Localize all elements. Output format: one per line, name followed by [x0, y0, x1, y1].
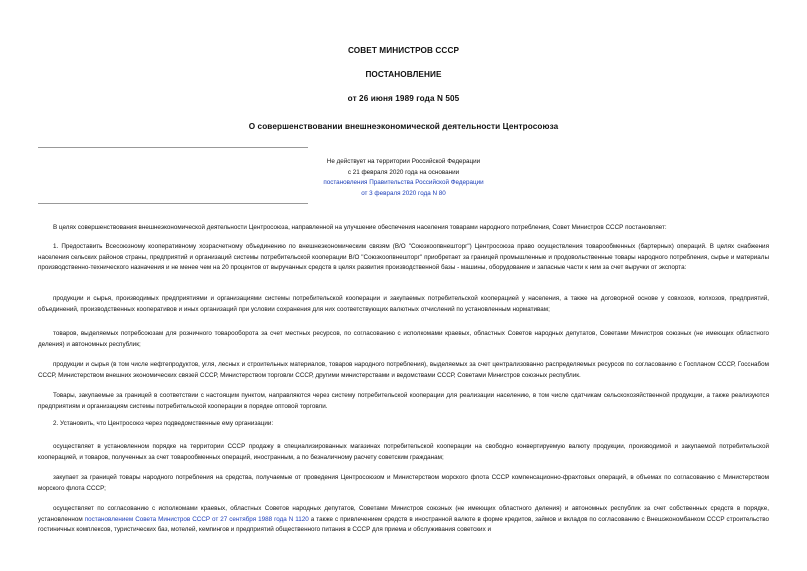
paragraph-text: 1. Предоставить Всесоюзному кооперативному хозрасчетному объединению по внешнеэкономическим связям (В/О "Союзкоопвнешторг") Центросоюза право осуществления товарообменных (бартерных) операций. В целях снабжения населения сельских районов страны, предприятий и организаций системы потребительской кооперации В/О "Союзкоопвнешторг" приобретает за границей промышленные и продовольственные товары народного потребления, сырье и материалы производственно-технического назначения и не менее чем на 20 процентов от выручанных средств в целях развития производственной базы - машины, оборудование и запасные части к ним за счет выручки от экспорта:	[38, 243, 769, 272]
paragraph-text: закупает за границей товары народного потребления на средства, получаемые от проведения Центросоюзом и Министерством морского флота СССР компенсационно-фрахтовых операций, в объемах по согласованию с Министерством морского флота СССР;	[38, 474, 769, 492]
paragraph-purchases	[38, 473, 769, 494]
paragraph-text-after-link: а также с привлечением средств в иностранной валюте в форме кредитов, займов и вкладов по согласованию с Внешэкономбанком СССР строительство гостиничных комплексов, туристических баз, мотелей, кемпингов и предприятий общественного питания в СССР для приема и обслуживания советских и	[38, 515, 769, 534]
paragraph-text: Товары, закупаемые за границей в соответствии с настоящим пунктом, направляются через систему потребительской кооперации для реализации населению, в том числе сдатчикам сельскохозяйственной продукции, а также реализуются предприятиям и организациям системы потребительской кооперации в порядке оптовой торговли.	[38, 392, 769, 410]
divider-bottom	[38, 203, 308, 204]
document-title: О совершенствовании внешнеэкономической деятельности Центросоюза	[248, 122, 559, 131]
paragraph-text: осуществляет в установленном порядке на территории СССР продажу в специализированных магазинах потребительской кооперации на свободно конвертируемую валюту продукции, производимой и закупаемой потребительской кооперацией, и товаров, полученных за счет товарообменных операций, иностранным, а по безналичному расчету советским гражданам;	[38, 443, 769, 461]
paragraph-sales	[38, 442, 769, 463]
status-note	[240, 157, 567, 200]
doc-type-heading: ПОСТАНОВЛЕНИЕ	[365, 70, 442, 79]
status-line-1: Не действует на территории Российской Федерации	[326, 158, 481, 165]
issuer-heading: СОВЕТ МИНИСТРОВ СССР	[347, 46, 460, 55]
paragraph-text: товаров, выделяемых потребсоюзам для розничного товарооборота за счет местных ресурсов, по согласованию с исполкомами краевых, областных Советов народных депутатов, Советами Министров союзных (не имеющих областного деления) и автономных республик;	[38, 330, 769, 348]
decree-1120-link[interactable]: постановлением Совета Министров СССР от 27 сентября 1988 года N 1120	[84, 515, 309, 523]
paragraph-goods	[38, 329, 769, 350]
paragraph-text: В целях совершенствования внешнеэкономической деятельности Центросоюза, направленной на улучшение обеспечения населения товарами народного потребления, Совет Министров СССР постановляет:	[53, 224, 667, 231]
paragraph-raw-materials	[38, 360, 769, 381]
paragraph-construction	[38, 504, 769, 536]
paragraph-text	[38, 504, 769, 536]
paragraph-item-2	[38, 419, 769, 430]
status-line-2: с 21 февраля 2020 года на основании	[347, 168, 460, 176]
date-number-heading: от 26 июня 1989 года N 505	[347, 94, 460, 103]
paragraph-text-before-link: осуществляет по согласованию с исполкомами краевых, областных Советов народных депутатов, Советами Министров союзных (не имеющих областного деления) и автономных республик за счет собственных средств в порядке, установленном	[38, 505, 769, 523]
paragraph-text: 2. Установить, что Центросоюз через подведомственные ему организации:	[53, 420, 274, 427]
paragraph-preamble	[38, 223, 769, 234]
paragraph-text: продукции и сырья (в том числе нефтепродуктов, угля, лесных и строительных материалов, товаров народного потребления), выделяемых за счет централизованно распределяемых ресурсов по согласованию с Госпланом СССР, Госснабом СССР, Министерством внешних экономических связей СССР, Министерством торговли СССР, другими министерствами и ведомствами СССР, Советами Министров союзных республик.	[38, 361, 769, 379]
divider-top	[38, 147, 308, 148]
paragraph-purchased-goods	[38, 391, 769, 412]
paragraph-item-1	[38, 242, 769, 274]
status-link-line-1[interactable]: постановления Правительства Российской Федерации	[323, 179, 484, 187]
paragraph-products	[38, 294, 769, 315]
status-link-line-2[interactable]: от 3 февраля 2020 года N 80	[361, 190, 446, 198]
paragraph-text: продукции и сырья, производимых предприятиями и организациями системы потребительской кооперации и закупаемых потребительской кооперацией у населения, а также на договорной основе у совхозов, колхозов, предприятий, объединений, производственных кооперативов и иных организаций при условии сохранения для них соответствующих валютных отчислений по установленным нормативам;	[38, 295, 769, 313]
